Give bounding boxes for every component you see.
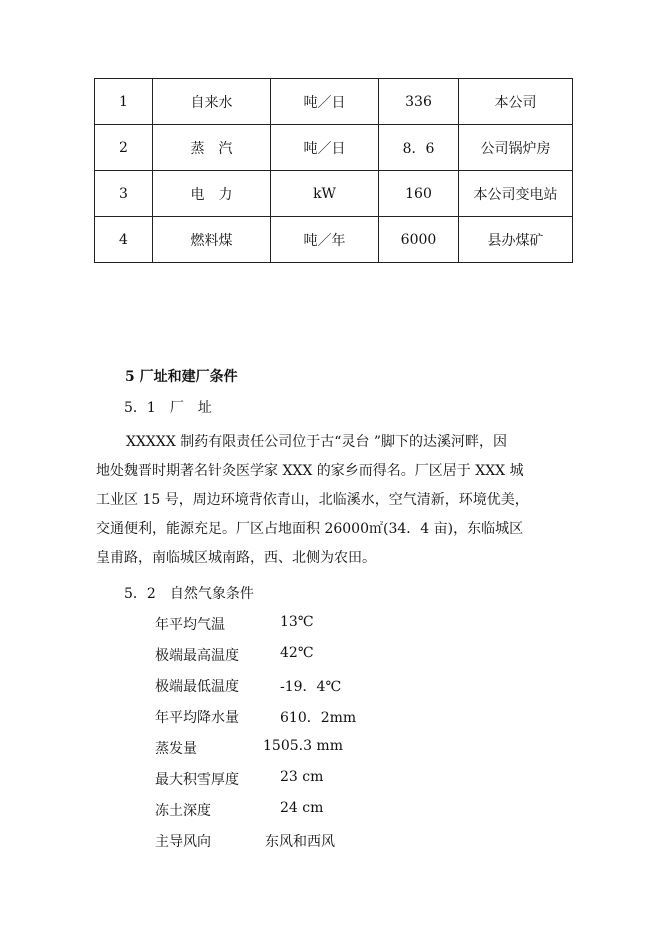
amount: 6000 xyxy=(379,217,459,263)
utility-consumption-table xyxy=(94,78,573,263)
row-number: 2 xyxy=(95,125,153,171)
climate-label: 年平均降水量 xyxy=(155,710,239,726)
climate-label: 最大积雪厚度 xyxy=(155,772,239,788)
climate-label: 冻土深度 xyxy=(155,803,211,819)
row-number: 4 xyxy=(95,217,153,263)
climate-label: 蒸发量 xyxy=(155,741,197,757)
paragraph-line: 交通便利，能源充足。厂区占地面积 26000㎡(34．4 亩)，东临城区 xyxy=(96,521,524,537)
item-name: 蒸 汽 xyxy=(153,125,271,171)
climate-label: 主导风向 xyxy=(155,834,211,850)
climate-value: 1505.3 mm xyxy=(263,738,343,754)
unit: 吨／日 xyxy=(271,79,379,125)
row-number: 1 xyxy=(95,79,153,125)
climate-value: 24 cm xyxy=(280,800,324,816)
paragraph-line: XXXXX 制药有限责任公司位于古“灵台 ”脚下的达溪河畔，因 xyxy=(126,434,508,450)
table-row xyxy=(95,125,573,171)
climate-value: 42℃ xyxy=(280,645,314,661)
source: 本公司变电站 xyxy=(459,171,573,217)
item-name: 自来水 xyxy=(153,79,271,125)
source: 公司锅炉房 xyxy=(459,125,573,171)
row-number: 3 xyxy=(95,171,153,217)
climate-value: 23 cm xyxy=(280,769,324,785)
climate-value: 13℃ xyxy=(280,614,314,630)
paragraph-line: 工业区 15 号，周边环境背依青山，北临溪水，空气清新，环境优美， xyxy=(96,492,529,508)
subsection-heading-site: 5．1 厂 址 xyxy=(124,400,212,416)
item-name: 电 力 xyxy=(153,171,271,217)
amount: 160 xyxy=(379,171,459,217)
climate-value: -19．4℃ xyxy=(280,679,342,695)
unit: 吨／日 xyxy=(271,125,379,171)
climate-label: 年平均气温 xyxy=(155,617,225,633)
table-row xyxy=(95,79,573,125)
amount: 8．6 xyxy=(379,125,459,171)
paragraph-line: 地处魏晋时期著名针灸医学家 XXX 的家乡而得名。厂区居于 XXX 城 xyxy=(96,463,524,479)
source: 县办煤矿 xyxy=(459,217,573,263)
subsection-heading-climate: 5．2 自然气象条件 xyxy=(124,586,254,602)
source: 本公司 xyxy=(459,79,573,125)
climate-value: 东风和西风 xyxy=(265,834,335,850)
site-description-paragraph xyxy=(96,428,566,573)
climate-label: 极端最高温度 xyxy=(155,648,239,664)
amount: 336 xyxy=(379,79,459,125)
table-row xyxy=(95,217,573,263)
section-heading: 5 厂址和建厂条件 xyxy=(125,369,238,385)
unit: 吨／年 xyxy=(271,217,379,263)
climate-value: 610．2mm xyxy=(280,710,357,726)
paragraph-line: 皇甫路，南临城区城南路，西、北侧为农田。 xyxy=(96,550,376,566)
climate-label: 极端最低温度 xyxy=(155,679,239,695)
item-name: 燃料煤 xyxy=(153,217,271,263)
unit: kW xyxy=(271,171,379,217)
table-row xyxy=(95,171,573,217)
